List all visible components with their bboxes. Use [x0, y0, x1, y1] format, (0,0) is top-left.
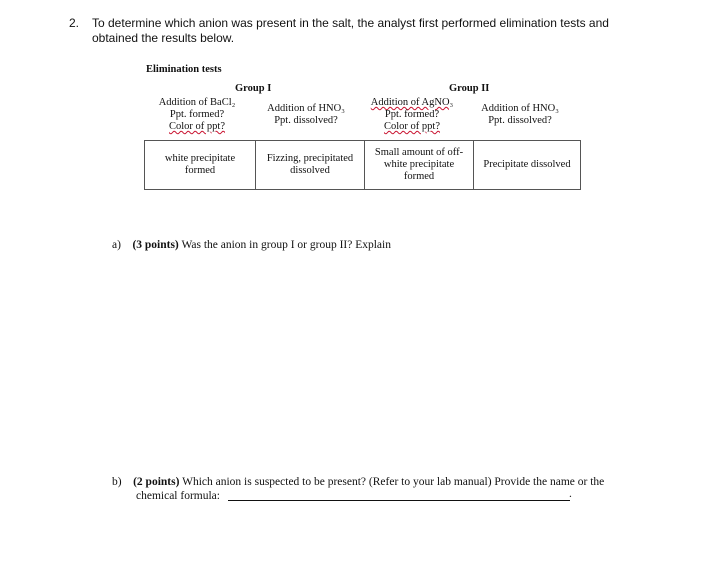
table-row: [145, 141, 581, 190]
part-b: [112, 475, 652, 489]
group-2-label: Group II: [449, 83, 490, 94]
result-hno3-group2-line1: Precipitate dissolved: [483, 159, 571, 170]
header-hno3-group1-line1: Addition of HNO₃: [267, 103, 345, 114]
result-bacl2: [145, 141, 256, 190]
header-hno3-group1: [258, 103, 354, 127]
results-table: [144, 140, 581, 190]
result-agno3-line3: formed: [403, 171, 435, 182]
elimination-title: Elimination tests: [146, 64, 222, 75]
header-hno3-group2: [472, 103, 568, 127]
result-hno3-group2: [474, 141, 581, 190]
part-b-text: Which anion is suspected to be present? (Refer to your lab manual) Provide the name or the: [182, 476, 605, 488]
header-agno3: [362, 97, 462, 133]
part-b-points: (2 points): [133, 476, 180, 488]
result-agno3-line1: Small amount of off-: [374, 147, 464, 158]
answer-blank[interactable]: [228, 500, 570, 501]
part-a-text: Was the anion in group I or group II? Explain: [181, 239, 391, 251]
header-hno3-group1-line2: Ppt. dissolved?: [274, 115, 338, 126]
result-bacl2-line1: white precipitate: [164, 153, 236, 164]
header-bacl2-line3: Color of ppt?: [169, 121, 225, 132]
part-a: [112, 238, 391, 252]
header-bacl2-line1: Addition of BaCl₂: [158, 97, 236, 108]
header-agno3-line1: Addition of AgNO₃: [370, 97, 454, 108]
result-agno3: [365, 141, 474, 190]
result-bacl2-line2: formed: [184, 165, 216, 176]
header-bacl2: [152, 97, 242, 133]
header-bacl2-line2: Ppt. formed?: [169, 109, 225, 120]
part-b-label: b): [112, 476, 122, 488]
part-b-period: .: [569, 488, 572, 500]
header-agno3-line3: Color of ppt?: [384, 121, 440, 132]
header-hno3-group2-line2: Ppt. dissolved?: [488, 115, 552, 126]
header-hno3-group2-line1: Addition of HNO₃: [481, 103, 559, 114]
part-a-points: (3 points): [132, 239, 179, 251]
result-agno3-line2: white precipitate: [383, 159, 455, 170]
header-agno3-line2: Ppt. formed?: [384, 109, 440, 120]
result-hno3-group1-line1: Fizzing, precipitated: [266, 153, 354, 164]
question-number: 2.: [69, 16, 80, 30]
part-a-label: a): [112, 239, 121, 251]
group-1-label: Group I: [235, 83, 272, 94]
part-b-line2: chemical formula:: [136, 490, 220, 502]
result-hno3-group1: [256, 141, 365, 190]
question-text: To determine which anion was present in the salt, the analyst first performed elimination tests and obtained the results below.: [92, 16, 609, 45]
result-hno3-group1-line2: dissolved: [290, 165, 330, 176]
